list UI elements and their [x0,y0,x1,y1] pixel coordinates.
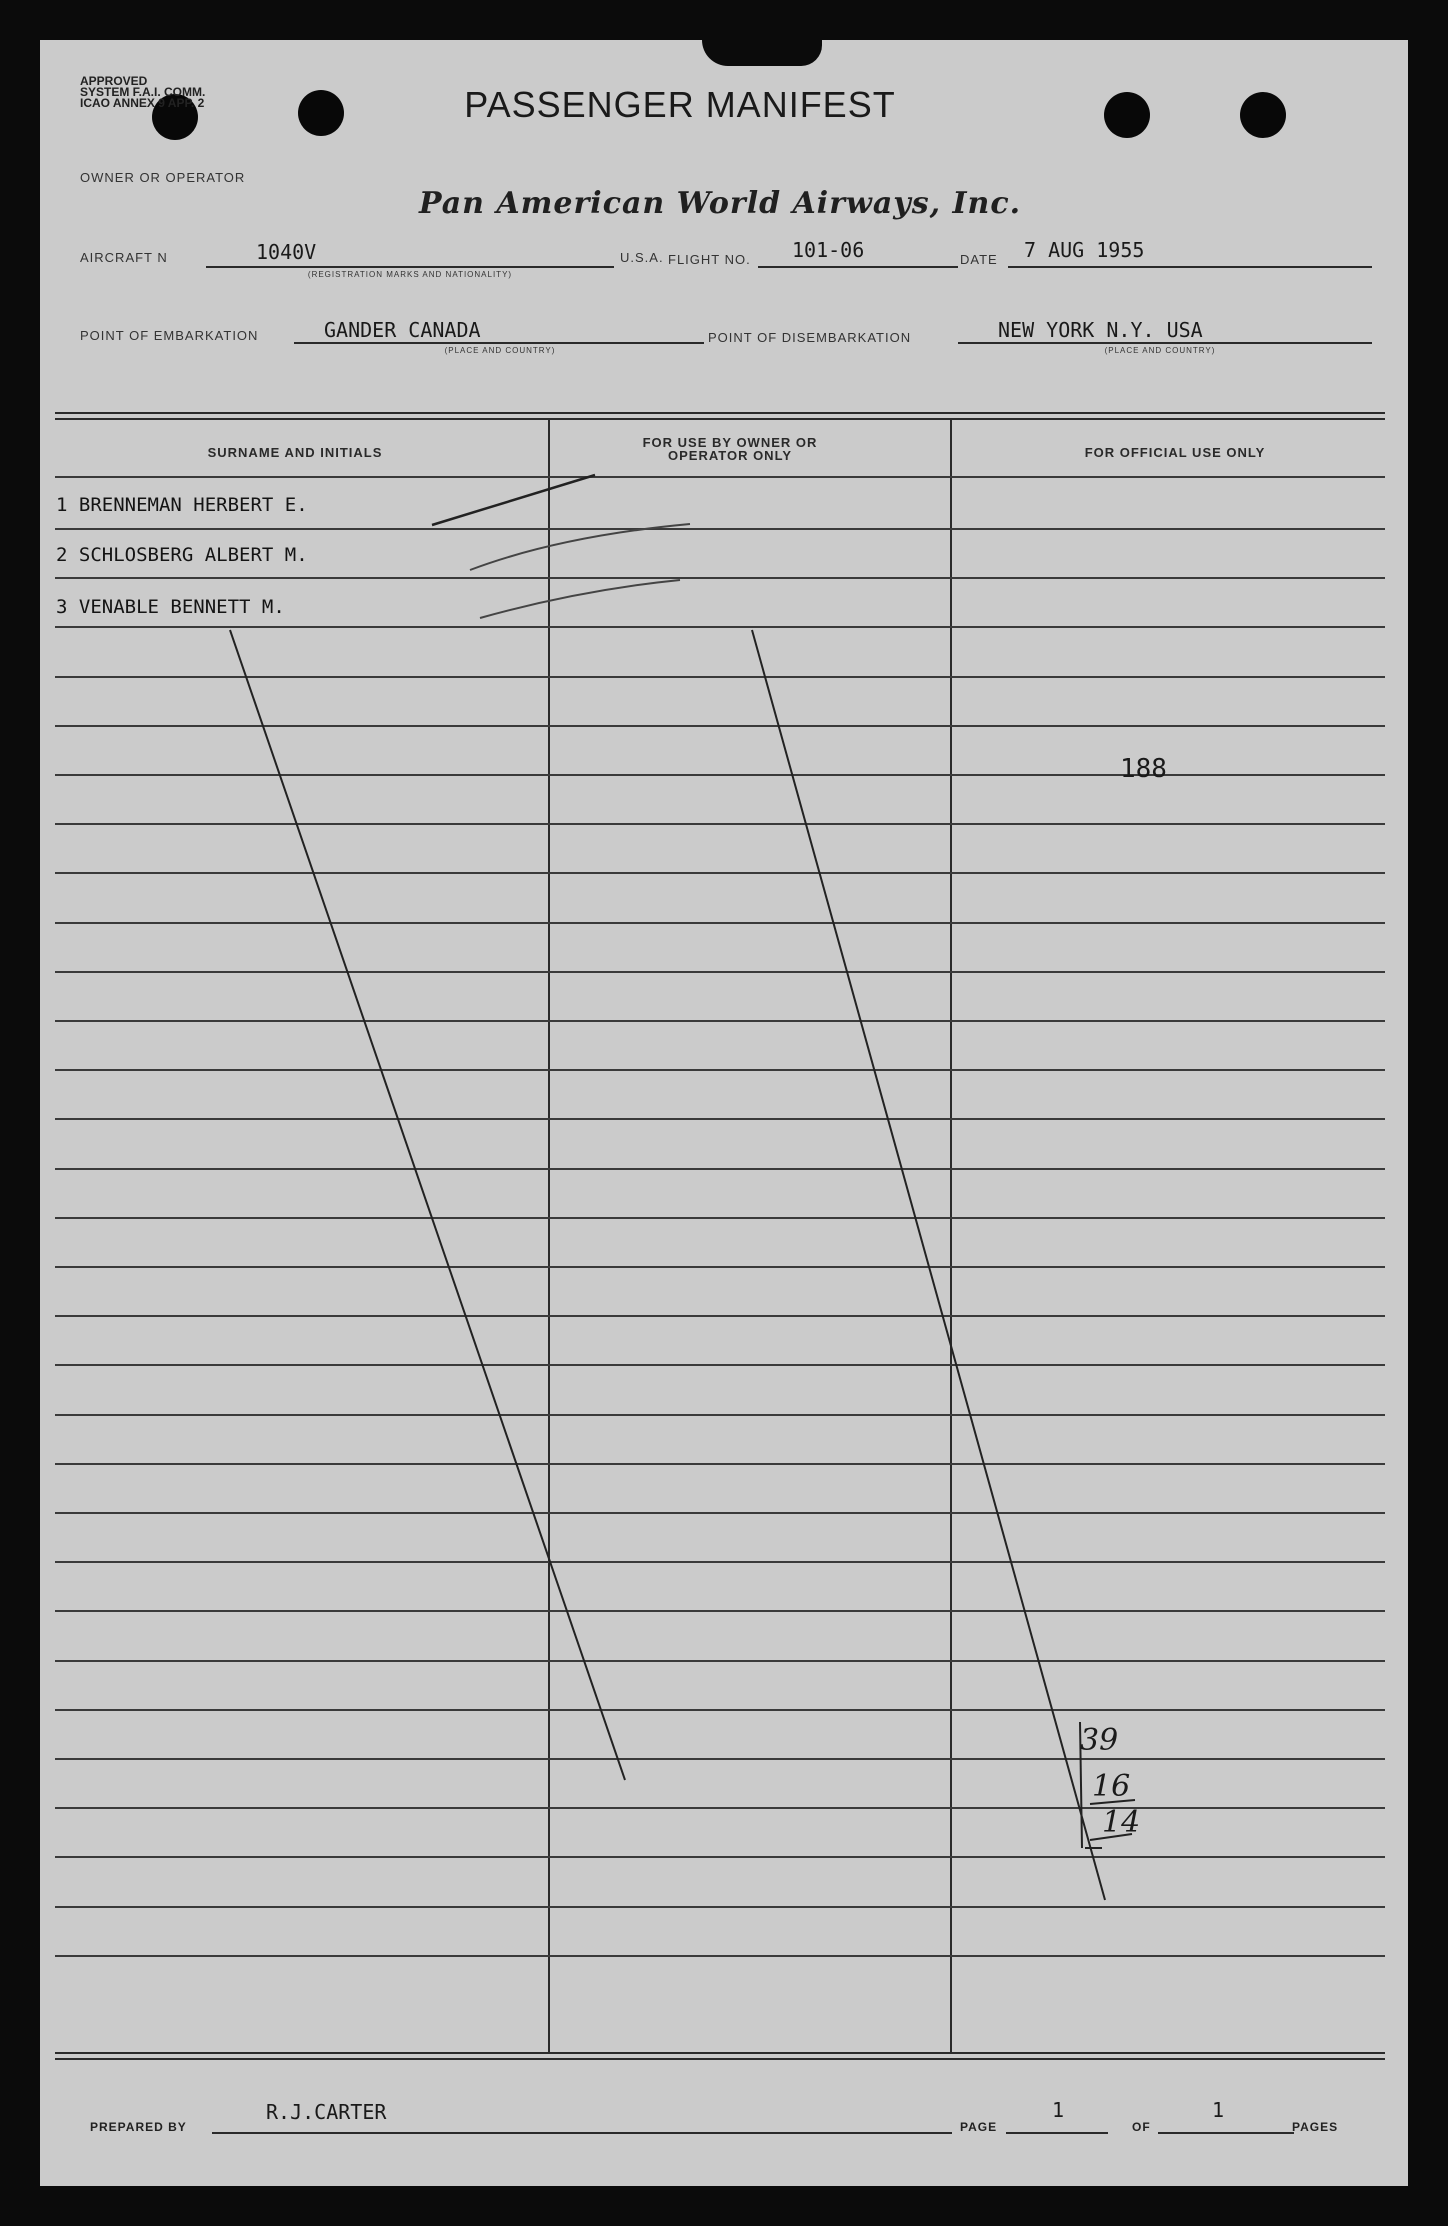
disembarkation-sub: (PLACE AND COUNTRY) [1104,346,1216,355]
pages-label: PAGES [1292,2120,1339,2134]
official-use-header: FOR OFFICIAL USE ONLY [1084,445,1266,460]
aircraft-value: 1040V [256,240,317,264]
aircraft-label: AIRCRAFT N [80,250,168,265]
tally-value: 39 [1080,1723,1119,1758]
of-label: OF [1132,2120,1151,2134]
manifest-page [40,40,1408,2186]
date-label: DATE [960,252,998,267]
official-note: 188 [1120,754,1167,784]
tally-value: 16 [1092,1769,1131,1804]
operator-name: Pan American World Airways, Inc. [418,186,1022,221]
approval-line: ICAO ANNEX 9 APP. 2 [80,96,205,110]
flight-number-label: FLIGHT NO. [668,252,751,267]
table-bottom-rule [55,2052,1385,2054]
pen-strokes [40,40,1408,2186]
passenger-name: 2 SCHLOSBERG ALBERT M. [56,544,308,566]
country-label: U.S.A. [620,250,664,265]
embarkation-sub: (PLACE AND COUNTRY) [444,346,556,355]
tally-value: 14 [1102,1805,1141,1840]
pages-value: 1 [1212,2098,1225,2122]
owner-use-header: FOR USE BY OWNER OR OPERATOR ONLY [642,435,818,463]
table-bottom-rule [55,2058,1385,2060]
date-value: 7 AUG 1955 [1024,238,1145,262]
prepared-by-underline [212,2132,952,2134]
of-underline [1158,2132,1294,2134]
surname-header: SURNAME AND INITIALS [207,445,383,460]
prepared-by-label: PREPARED BY [90,2120,187,2134]
page-underline [1006,2132,1108,2134]
flight-number-value: 101-06 [792,238,865,262]
prepared-by-value: R.J.CARTER [266,2100,387,2124]
registration-sub: (REGISTRATION MARKS AND NATIONALITY) [307,270,513,279]
page-value: 1 [1052,2098,1065,2122]
disembarkation-value: NEW YORK N.Y. USA [998,318,1203,342]
embarkation-value: GANDER CANADA [324,318,481,342]
handwritten-tally [1080,1723,1140,1840]
embarkation-label: POINT OF EMBARKATION [80,328,259,343]
passenger-name: 1 BRENNEMAN HERBERT E. [56,494,308,516]
approval-line: SYSTEM F.A.I. COMM. [80,85,206,99]
approval-line: APPROVED [80,74,148,88]
form-title: PASSENGER MANIFEST [464,84,896,125]
owner-label: OWNER OR OPERATOR [80,170,246,185]
page-label: PAGE [960,2120,998,2134]
disembarkation-label: POINT OF DISEMBARKATION [708,330,912,345]
passenger-name: 3 VENABLE BENNETT M. [56,596,285,618]
